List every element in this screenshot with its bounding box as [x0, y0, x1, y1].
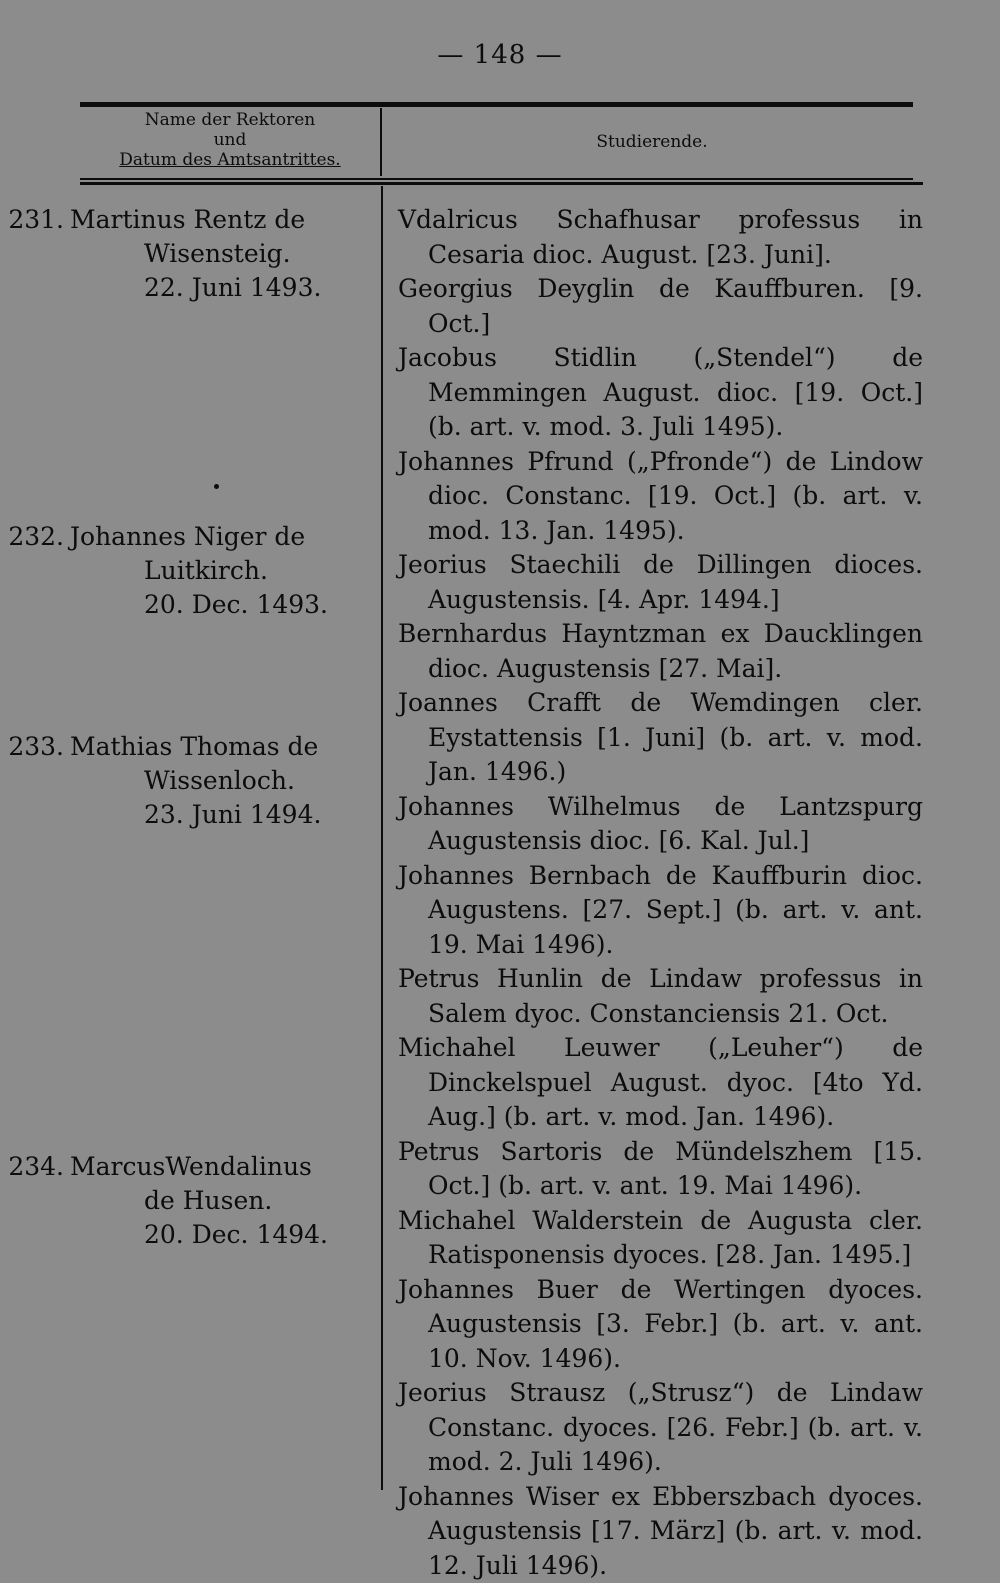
student-entry: Johannes Wilhelmus de Lantzspurg Augustensis dioc. [6. Kal. Jul.] [398, 790, 923, 859]
rector-date: 22. Juni 1493. [0, 271, 372, 305]
rector-entry [0, 730, 372, 832]
rector-entry [0, 1150, 372, 1252]
student-entry: Jeorius Strausz („Strusz“) de Lindaw Constanc. dyoces. [26. Febr.] (b. art. v. mod. 2. Juli 1496). [398, 1376, 923, 1480]
rector-entry [0, 520, 372, 622]
page-number: — 148 — [0, 40, 1000, 70]
student-entry: Michahel Leuwer („Leuher“) de Dinckelspuel August. dyoc. [4to Yd. Aug.] (b. art. v. mod. Jan. 1496). [398, 1031, 923, 1135]
rector-number: 234. [0, 1150, 70, 1184]
student-entry: Johannes Wiser ex Ebberszbach dyoces. Augustensis [17. März] (b. art. v. mod. 12. Juli 1496). [398, 1480, 923, 1583]
header-rectors [82, 110, 378, 170]
header-rule-double [80, 182, 923, 185]
student-entry: Joannes Crafft de Wemdingen cler. Eystattensis [1. Juni] (b. art. v. mod. Jan. 1496.) [398, 686, 923, 790]
student-entry: Johannes Bernbach de Kauffburin dioc. Augustens. [27. Sept.] (b. art. v. ant. 19. Mai 1496). [398, 859, 923, 963]
student-entry: Bernhardus Hayntzman ex Daucklingen dioc. Augustensis [27. Mai]. [398, 617, 923, 686]
rector-date: 23. Juni 1494. [0, 798, 372, 832]
rector-name: Johannes Niger de [70, 522, 305, 551]
top-rule [80, 102, 913, 107]
header-students: Studierende. [384, 132, 920, 152]
header-rectors-line-1: Name der Rektoren [82, 110, 378, 130]
students-list [398, 203, 923, 1583]
student-entry: Petrus Hunlin de Lindaw professus in Salem dyoc. Constanciensis 21. Oct. [398, 962, 923, 1031]
rector-number: 231. [0, 203, 70, 237]
rector-name: Martinus Rentz de [70, 205, 305, 234]
student-entry: Vdalricus Schafhusar professus in Cesaria dioc. August. [23. Juni]. [398, 203, 923, 272]
rector-entry [0, 203, 372, 305]
student-entry: Johannes Pfrund („Pfronde“) de Lindow dioc. Constanc. [19. Oct.] (b. art. v. mod. 13. Jan. 1495). [398, 445, 923, 549]
header-rectors-line-2: und [82, 130, 378, 150]
rector-name: MarcusWendalinus [70, 1152, 312, 1181]
header-rectors-line-3: Datum des Amtsantrittes. [82, 150, 378, 170]
rector-place: Luitkirch. [0, 554, 372, 588]
student-entry: Michahel Walderstein de Augusta cler. Ratisponensis dyoces. [28. Jan. 1495.] [398, 1204, 923, 1273]
student-entry: Jeorius Staechili de Dillingen dioces. Augustensis. [4. Apr. 1494.] [398, 548, 923, 617]
student-entry: Jacobus Stidlin („Stendel“) de Memmingen August. dioc. [19. Oct.] (b. art. v. mod. 3. Juli 1495). [398, 341, 923, 445]
rector-place: de Husen. [0, 1184, 372, 1218]
rector-place: Wissenloch. [0, 764, 372, 798]
student-entry: Johannes Buer de Wertingen dyoces. Augustensis [3. Febr.] (b. art. v. ant. 10. Nov. 1496). [398, 1273, 923, 1377]
column-divider [381, 186, 383, 1490]
rector-date: 20. Dec. 1494. [0, 1218, 372, 1252]
rector-name: Mathias Thomas de [70, 732, 318, 761]
rector-date: 20. Dec. 1493. [0, 588, 372, 622]
student-entry: Petrus Sartoris de Mündelszhem [15. Oct.] (b. art. v. ant. 19. Mai 1496). [398, 1135, 923, 1204]
header-rule [80, 178, 913, 180]
rector-number: 233. [0, 730, 70, 764]
rector-place: Wisensteig. [0, 237, 372, 271]
rector-number: 232. [0, 520, 70, 554]
student-entry: Georgius Deyglin de Kauffburen. [9. Oct.] [398, 272, 923, 341]
stray-mark [214, 484, 219, 489]
header-column-divider [380, 108, 382, 176]
